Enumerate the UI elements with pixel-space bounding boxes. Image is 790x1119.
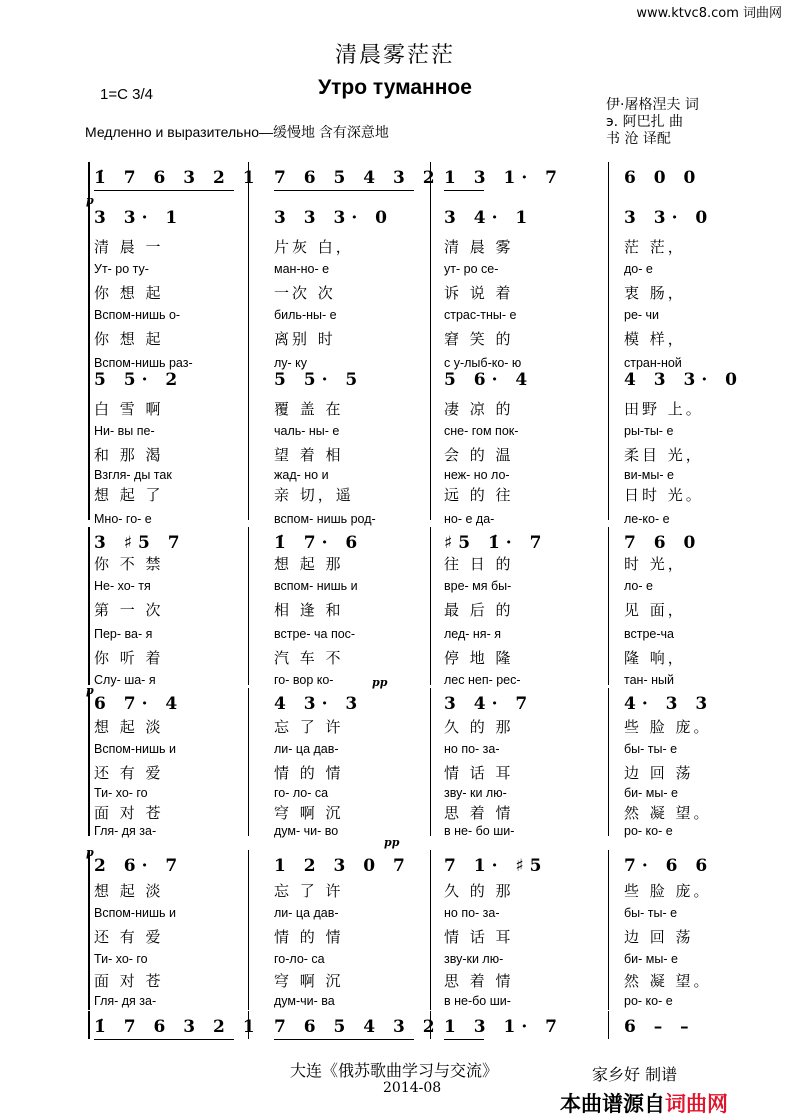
lyric-russian: но по- за- xyxy=(444,906,500,920)
credit-lyricist: 伊·屠格涅夫 词 xyxy=(606,97,699,113)
lyric-chinese: 窘 笑 的 xyxy=(444,330,514,348)
lyric-russian: ро- ко- е xyxy=(624,994,673,1008)
lyric-chinese: 面 对 苍 xyxy=(94,804,164,822)
lyric-russian: но- е да- xyxy=(444,512,495,526)
lyric-russian: ут- ро се- xyxy=(444,262,499,276)
lyric-chinese: 日时 光。 xyxy=(624,486,704,504)
lyric-russian: до- е xyxy=(624,262,653,276)
lyric-russian: зву-ки лю- xyxy=(444,952,504,966)
note-measure: 1 2 3 0 7 xyxy=(274,856,411,876)
lyric-chinese: 边 回 荡 xyxy=(624,928,694,946)
lyric-russian: Вспом-нишь и xyxy=(94,906,176,920)
lyric-chinese: 清 晨 一 xyxy=(94,238,164,256)
lyric-chinese: 清 晨 雾 xyxy=(444,238,514,256)
beam-underline xyxy=(444,190,484,191)
barline xyxy=(248,850,249,1010)
lyric-russian: Пер- ва- я xyxy=(94,627,153,641)
note-measure: 5 6· 4 xyxy=(444,370,534,390)
lyric-russian: ло- е xyxy=(624,579,653,593)
lyric-chinese: 一次 次 xyxy=(274,284,336,302)
lyric-russian: ре- чи xyxy=(624,308,660,322)
lyric-chinese: 田野 上。 xyxy=(624,400,704,418)
lyric-russian: Гля- дя за- xyxy=(94,824,157,838)
dynamic-marking: pp xyxy=(384,836,400,849)
lyric-russian: ле-ко- е xyxy=(624,512,670,526)
lyric-russian: Вспом-нишь о- xyxy=(94,308,181,322)
note-measure: 7 6 5 4 3 2 xyxy=(274,1017,441,1037)
lyric-russian: Ни- вы пе- xyxy=(94,424,155,438)
tempo-marking: Медленно и выразительно—缓慢地 含有深意地 xyxy=(85,124,389,140)
lyric-chinese: 些 脸 庞。 xyxy=(624,882,712,900)
dynamic-marking: p xyxy=(86,846,94,859)
lyric-chinese: 第 一 次 xyxy=(94,601,164,619)
note-measure: 1 3 1· 7 xyxy=(444,1017,563,1037)
note-measure: 7 6 0 xyxy=(624,533,702,553)
lyric-chinese: 思 着 情 xyxy=(444,804,514,822)
lyric-russian: тан- ный xyxy=(624,673,674,687)
lyric-russian: биль-ны- е xyxy=(274,308,337,322)
barline xyxy=(608,364,609,520)
lyric-russian: дум-чи- ва xyxy=(274,994,335,1008)
lyric-russian: Взгля- ды так xyxy=(94,468,172,482)
lyric-russian: встре-ча xyxy=(624,627,675,641)
lyric-chinese: 还 有 爱 xyxy=(94,928,164,946)
footer-maker: 家乡好 制谱 xyxy=(592,1065,678,1084)
lyric-russian: го- ло- са xyxy=(274,786,329,800)
lyric-russian: страс-тны- е xyxy=(444,308,517,322)
lyric-russian: ли- ца дав- xyxy=(274,742,339,756)
barline xyxy=(430,527,431,685)
lyric-chinese: 想 起 淡 xyxy=(94,882,164,900)
lyric-chinese: 情 话 耳 xyxy=(444,764,514,782)
lyric-chinese: 望 着 相 xyxy=(274,446,344,464)
note-measure: 3 ♯5 7 xyxy=(94,533,186,553)
lyric-chinese: 思 着 情 xyxy=(444,972,514,990)
beam-underline xyxy=(274,1039,414,1040)
lyric-russian: дум- чи- во xyxy=(274,824,339,838)
lyric-chinese: 你 不 禁 xyxy=(94,555,164,573)
lyric-russian: Гля- дя за- xyxy=(94,994,157,1008)
dynamic-marking: p xyxy=(86,194,94,207)
lyric-russian: вспом- нишь род- xyxy=(274,512,376,526)
lyric-chinese: 衷 肠， xyxy=(624,284,686,302)
lyric-russian: го- вор ко- xyxy=(274,673,334,687)
lyric-chinese: 往 日 的 xyxy=(444,555,514,573)
key-signature: 1=C 3/4 xyxy=(100,86,153,103)
source-watermark-text: 本曲谱源自 xyxy=(560,1092,665,1116)
lyric-chinese: 些 脸 庞。 xyxy=(624,718,712,736)
lyric-russian: ви-мы- е xyxy=(624,468,674,482)
lyric-chinese: 还 有 爱 xyxy=(94,764,164,782)
credit-composer: э. 阿巴扎 曲 xyxy=(606,114,684,130)
lyric-chinese: 情 的 情 xyxy=(274,928,344,946)
lyric-russian: Ти- хо- го xyxy=(94,786,148,800)
lyric-chinese: 见 面， xyxy=(624,601,686,619)
lyric-russian: го-ло- са xyxy=(274,952,325,966)
lyric-chinese: 想 起 那 xyxy=(274,555,344,573)
beam-underline xyxy=(274,190,414,191)
note-measure: 1̇ 7· 6 xyxy=(274,533,364,553)
lyric-chinese: 远 的 往 xyxy=(444,486,514,504)
note-measure: 7 6 5 4 3 2 xyxy=(274,168,441,188)
lyric-russian: бы- ты- е xyxy=(624,742,678,756)
lyric-chinese: 忘 了 许 xyxy=(274,882,344,900)
lyric-russian: лед- ня- я xyxy=(444,627,501,641)
song-title-chinese: 清晨雾茫茫 xyxy=(334,43,455,68)
lyric-russian: Ут- ро ту- xyxy=(94,262,149,276)
footer-date: 2014-08 xyxy=(383,1080,442,1096)
footer-source: 大连《俄苏歌曲学习与交流》 xyxy=(290,1061,499,1080)
lyric-russian: с у-лыб-ко- ю xyxy=(444,356,522,370)
lyric-russian: Слу- ша- я xyxy=(94,673,156,687)
barline xyxy=(88,162,90,364)
lyric-russian: Вспом-нишь и xyxy=(94,742,176,756)
lyric-russian: ли- ца дав- xyxy=(274,906,339,920)
lyric-chinese: 相 逢 和 xyxy=(274,601,344,619)
barline xyxy=(430,364,431,520)
note-measure: 4 3· 3 xyxy=(274,694,364,714)
note-measure: ♯5 1̇· 7 xyxy=(444,533,548,553)
lyric-russian: вре- мя бы- xyxy=(444,579,512,593)
note-measure: 3 3· 0 xyxy=(624,208,714,228)
lyric-chinese: 会 的 温 xyxy=(444,446,514,464)
barline xyxy=(608,162,609,364)
barline xyxy=(248,162,249,364)
lyric-chinese: 诉 说 着 xyxy=(444,284,514,302)
credit-translator: 书 沧 译配 xyxy=(606,131,671,147)
lyric-chinese: 面 对 苍 xyxy=(94,972,164,990)
lyric-chinese: 离别 时 xyxy=(274,330,336,348)
barline xyxy=(608,1011,609,1039)
lyric-russian: ры-ты- е xyxy=(624,424,674,438)
lyric-russian: жад- но и xyxy=(274,468,329,482)
lyric-chinese: 想 起 淡 xyxy=(94,718,164,736)
lyric-russian: но по- за- xyxy=(444,742,500,756)
lyric-chinese: 穹 啊 沉 xyxy=(274,804,344,822)
lyric-chinese: 久 的 那 xyxy=(444,882,514,900)
note-measure: 1̇ 7 6 3 2 1 xyxy=(94,168,261,188)
barline xyxy=(608,688,609,836)
lyric-chinese: 时 光， xyxy=(624,555,686,573)
lyric-chinese: 隆 响， xyxy=(624,649,686,667)
lyric-chinese: 覆 盖 在 xyxy=(274,400,344,418)
note-measure: 5 5· 2 xyxy=(94,370,184,390)
source-watermark xyxy=(560,1088,728,1118)
lyric-chinese: 亲 切，遥 xyxy=(274,486,354,504)
lyric-chinese: 你 听 着 xyxy=(94,649,164,667)
note-measure: 2 6· 7 xyxy=(94,856,184,876)
note-measure: 6 7· 4 xyxy=(94,694,184,714)
lyric-chinese: 柔目 光， xyxy=(624,446,704,464)
site-watermark: www.ktvc8.com 词曲网 xyxy=(636,6,782,21)
lyric-chinese: 穹 啊 沉 xyxy=(274,972,344,990)
barline xyxy=(430,688,431,836)
lyric-russian: чаль- ны- е xyxy=(274,424,340,438)
song-title-russian: Утро туманное xyxy=(318,76,472,99)
note-measure: 3 3· 1 xyxy=(94,208,184,228)
lyric-russian: в не-бо ши- xyxy=(444,994,511,1008)
note-measure: 3 4· 1 xyxy=(444,208,534,228)
lyric-chinese: 边 回 荡 xyxy=(624,764,694,782)
note-measure: 4· 3 3 xyxy=(624,694,714,714)
lyric-chinese: 你 想 起 xyxy=(94,284,164,302)
lyric-russian: стран-ной xyxy=(624,356,682,370)
beam-underline xyxy=(444,1039,484,1040)
beam-underline xyxy=(94,190,234,191)
barline xyxy=(88,850,90,1010)
lyric-russian: бы- ты- е xyxy=(624,906,678,920)
lyric-russian: в не- бо ши- xyxy=(444,824,515,838)
barline xyxy=(88,364,90,520)
lyric-russian: ро- ко- е xyxy=(624,824,673,838)
note-measure: 5 5· 5 xyxy=(274,370,364,390)
lyric-chinese: 模 样， xyxy=(624,330,686,348)
barline xyxy=(88,527,90,685)
dynamic-marking: pp xyxy=(372,676,388,689)
barline xyxy=(608,850,609,1010)
barline xyxy=(430,162,431,364)
lyric-chinese: 情 话 耳 xyxy=(444,928,514,946)
lyric-chinese: 和 那 渴 xyxy=(94,446,164,464)
note-measure: 4 3 3· 0 xyxy=(624,370,743,390)
lyric-chinese: 然 凝 望。 xyxy=(624,804,712,822)
barline xyxy=(430,850,431,1010)
note-measure: 6 0 0 xyxy=(624,168,702,188)
lyric-russian: сне- гом пок- xyxy=(444,424,519,438)
lyric-russian: зву- ки лю- xyxy=(444,786,507,800)
lyric-chinese: 情 的 情 xyxy=(274,764,344,782)
lyric-chinese: 茫 茫， xyxy=(624,238,686,256)
barline xyxy=(88,688,90,836)
source-watermark-site: 词曲网 xyxy=(665,1092,728,1116)
lyric-chinese: 汽 车 不 xyxy=(274,649,344,667)
lyric-chinese: 你 想 起 xyxy=(94,330,164,348)
lyric-russian: встре- ча пос- xyxy=(274,627,356,641)
barline xyxy=(608,527,609,685)
lyric-chinese: 久 的 那 xyxy=(444,718,514,736)
lyric-chinese: 然 凝 望。 xyxy=(624,972,712,990)
barline xyxy=(248,688,249,836)
beam-underline xyxy=(94,1039,234,1040)
note-measure: 7 1· ♯5 xyxy=(444,856,548,876)
lyric-chinese: 最 后 的 xyxy=(444,601,514,619)
lyric-russian: неж- но ло- xyxy=(444,468,510,482)
lyric-russian: би- мы- е xyxy=(624,952,678,966)
note-measure: 1 3 1· 7 xyxy=(444,168,563,188)
barline xyxy=(248,364,249,520)
lyric-russian: Не- хо- тя xyxy=(94,579,151,593)
lyric-russian: лес неп- рес- xyxy=(444,673,521,687)
lyric-chinese: 想 起 了 xyxy=(94,486,164,504)
note-measure: 7· 6 6 xyxy=(624,856,714,876)
lyric-russian: Мно- го- е xyxy=(94,512,152,526)
lyric-chinese: 凄 凉 的 xyxy=(444,400,514,418)
dynamic-marking: p xyxy=(86,684,94,697)
note-measure: 3 4· 7 xyxy=(444,694,534,714)
lyric-russian: Ти- хо- го xyxy=(94,952,148,966)
lyric-russian: вспом- нишь и xyxy=(274,579,358,593)
note-measure: 1̇ 7 6 3 2 1 xyxy=(94,1017,261,1037)
lyric-russian: ман-но- е xyxy=(274,262,330,276)
lyric-russian: лу- ку xyxy=(274,356,308,370)
barline xyxy=(88,1011,90,1039)
lyric-russian: би- мы- е xyxy=(624,786,678,800)
lyric-chinese: 白 雪 啊 xyxy=(94,400,164,418)
note-measure: 3 3 3· 0 xyxy=(274,208,393,228)
lyric-chinese: 停 地 隆 xyxy=(444,649,514,667)
barline xyxy=(248,527,249,685)
lyric-chinese: 片灰 白， xyxy=(274,238,354,256)
lyric-chinese: 忘 了 许 xyxy=(274,718,344,736)
lyric-russian: Вспом-нишь раз- xyxy=(94,356,193,370)
note-measure: 6 – – xyxy=(624,1017,695,1037)
